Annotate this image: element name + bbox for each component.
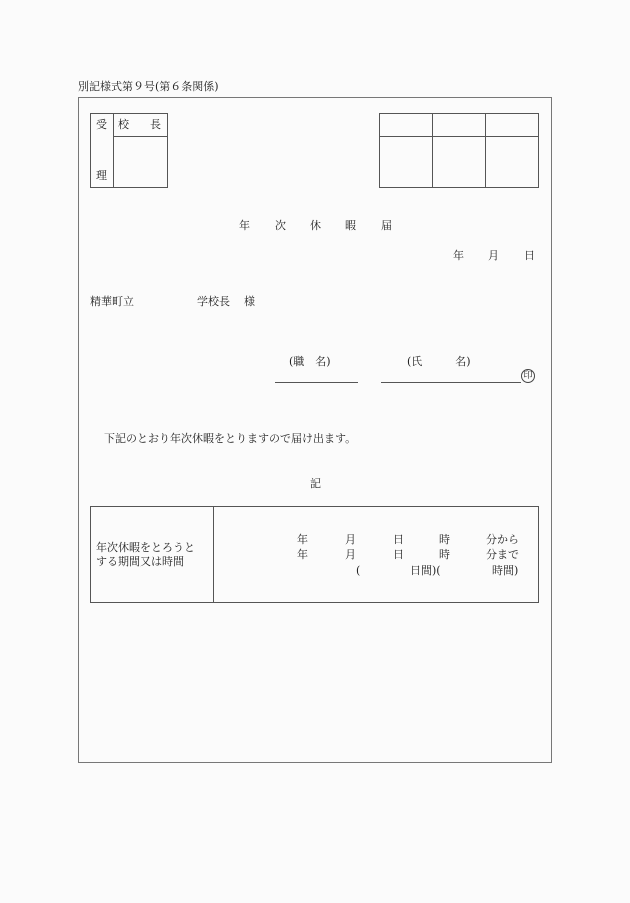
date-day[interactable]: 日 [524, 249, 535, 262]
note-heading: 記 [310, 477, 321, 490]
receipt-top-char: 受 [96, 118, 107, 131]
date-month[interactable]: 月 [488, 249, 499, 262]
from-minute: 分から [486, 533, 519, 546]
to-year: 年 [297, 548, 308, 561]
period-table-divider [213, 506, 214, 603]
addressee-honorific: 様 [244, 295, 255, 308]
addressee-principal: 学校長 [197, 295, 230, 308]
approval-grid [379, 113, 539, 188]
from-hour: 時 [439, 533, 450, 546]
title-char: 届 [381, 219, 392, 232]
name-label: (氏 名) [407, 355, 471, 368]
totals-hours: 時間) [492, 564, 519, 577]
job-title-field-line[interactable] [275, 382, 358, 383]
principal-char1: 校 [118, 118, 129, 131]
principal-stamp-area[interactable] [115, 140, 165, 185]
totals-days: 日間)( [410, 564, 441, 577]
stamp-divider-v [113, 113, 114, 188]
title-char: 次 [275, 219, 286, 232]
form-frame [78, 97, 552, 763]
stamp-divider-h [113, 136, 168, 137]
from-month: 月 [345, 533, 356, 546]
principal-char2: 長 [150, 118, 161, 131]
to-minute: 分まで [486, 548, 519, 561]
to-hour: 時 [439, 548, 450, 561]
approval-grid-col-divider [432, 113, 433, 188]
title-char: 休 [310, 219, 321, 232]
period-label-line1: 年次休暇をとろうと [96, 541, 195, 554]
body-text: 下記のとおり年次休暇をとりますので届け出ます。 [104, 432, 357, 445]
form-label: 別記様式第９号(第６条関係) [78, 80, 219, 93]
to-day: 日 [393, 548, 404, 561]
to-month: 月 [345, 548, 356, 561]
approval-grid-row-divider [379, 136, 539, 137]
date-year[interactable]: 年 [453, 249, 464, 262]
seal-icon: 印 [521, 369, 535, 383]
addressee-town: 精華町立 [90, 295, 134, 308]
period-label-line2: する期間又は時間 [96, 555, 184, 568]
name-field-line[interactable] [381, 382, 521, 383]
title-char: 年 [239, 219, 250, 232]
approval-grid-col-divider [485, 113, 486, 188]
totals-open: ( [356, 564, 361, 577]
receipt-bottom-char: 理 [96, 169, 107, 182]
from-day: 日 [393, 533, 404, 546]
from-year: 年 [297, 533, 308, 546]
title-char: 暇 [345, 219, 356, 232]
job-title-label: (職 名) [289, 355, 331, 368]
